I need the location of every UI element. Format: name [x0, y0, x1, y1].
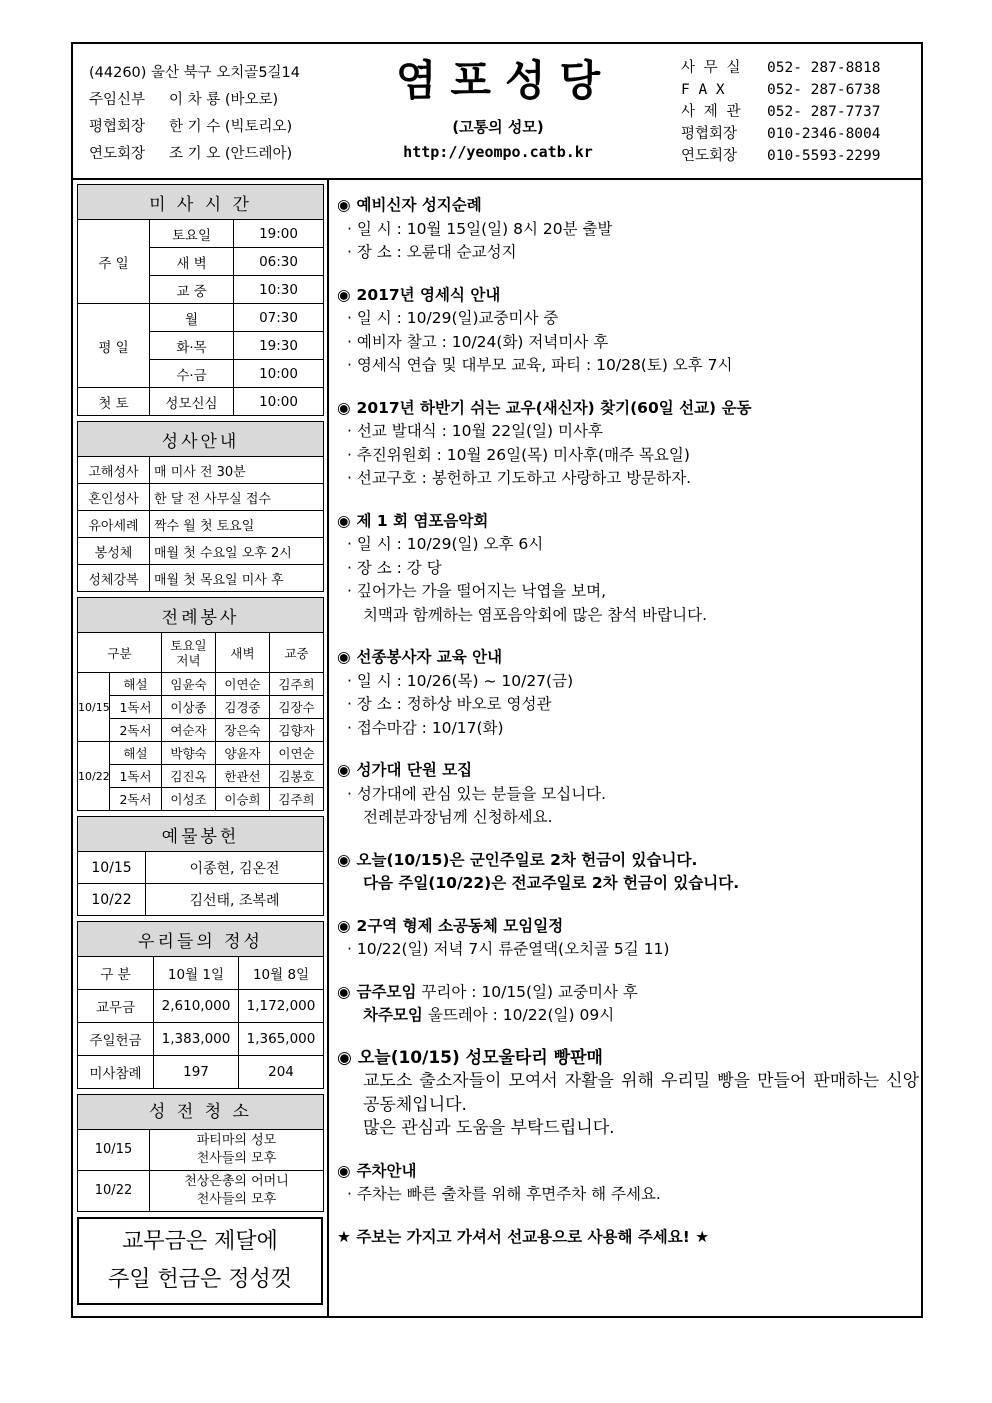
page-subtitle: (고통의 성모) [452, 118, 544, 136]
contact-row: 연도회장 010-5593-2299 [681, 148, 881, 164]
liturgy-service-table: 전례봉사 구분 토요일 저녁 새벽 교중 10/15 해설 임윤숙 이연순 김주희 1독서 이상종 김경중 김장수 2독서 여순자 장은숙 김향자 10/22 해설 박향숙 양윤자 이연순 1독서 김진옥 한관선 김봉호 2독서 이성조 이승희 김주희 [77, 597, 324, 811]
page-title: 염포성당 [395, 56, 615, 105]
bullet-icon: ◉ [337, 850, 351, 869]
contact-row: 평협회장 010-2346-8004 [681, 126, 881, 142]
bullet-icon: ◉ [337, 761, 351, 779]
bullet-icon: ◉ [337, 916, 351, 935]
contact-row: 사 제 관 052- 287-7737 [681, 104, 881, 120]
bullet-icon: ◉ [337, 982, 351, 1001]
bulletin-sheet [71, 42, 923, 1318]
donations-table: 우리들의 정성 구 분 10월 1일 10월 8일 교무금 2,610,000 1,172,000 주일헌금 1,383,000 1,365,000 미사참례 197 204 [77, 921, 324, 1089]
notice-meetings: ◉ 금주모임 꾸리아 : 10/15(일) 교중미사 후 차주모임 울뜨레아 : 10/22(일) 09시 [337, 982, 638, 1024]
info-row: 주임신부 이 차 룡 (바오로) [89, 92, 279, 108]
cleaning-title: 성 전 청 소 [78, 1095, 324, 1130]
offering-title: 예물봉헌 [78, 817, 324, 852]
bullet-icon: ◉ [337, 648, 351, 666]
notice-parking: ◉ 주차안내 · 주차는 빠른 출차를 위해 후면주차 해 주세요. [337, 1161, 661, 1203]
notice-community: ◉ 2구역 형제 소공동체 모임일정 · 10/22(일) 저녁 7시 류준열댁(오치골 5길 11) [337, 916, 670, 958]
notice-bread-sale: ◉ 오늘(10/15) 성모울타리 빵판매 교도소 출소자들이 모여서 자활을 위해 우리밀 빵을 만들어 판매하는 신앙 공동체입니다. 많은 관심과 도움을 부탁드립니다. [337, 1047, 919, 1138]
contacts [681, 57, 881, 167]
notice-choir: ◉ 성가대 단원 모집 · 성가대에 관심 있는 분들을 모십니다. 전례분과장님께 신청하세요. [337, 761, 607, 826]
bullet-icon: ◉ [337, 285, 351, 304]
notice-second-collection: ◉ 오늘(10/15)은 군인주일로 2차 헌금이 있습니다. 다음 주일(10/22)은 전교주일로 2차 헌금이 있습니다. [337, 850, 740, 892]
address: (44260) 울산 북구 오치골5길14 [89, 65, 300, 81]
contact-row: F A X 052- 287-6738 [681, 82, 881, 98]
header [73, 44, 921, 180]
notice-pilgrimage: ◉ 예비신자 성지순례 · 일 시 : 10월 15일(일) 8시 20분 출발 · 장 소 : 오륜대 순교성지 [337, 196, 613, 261]
liturgy-service-title: 전례봉사 [78, 598, 324, 633]
bullet-icon: ◉ [337, 511, 351, 530]
slogan-box: 교무금은 제달에 주일 헌금은 정성껏 [77, 1217, 323, 1305]
bullet-icon: ◉ [337, 1047, 352, 1068]
bullet-icon: ◉ [337, 1161, 351, 1180]
sacraments-title: 성사안내 [78, 422, 324, 457]
sidebar [77, 184, 323, 1305]
header-title-block [373, 50, 623, 161]
footer-note: ★ 주보는 가지고 가셔서 선교용으로 사용해 주세요! ★ [337, 1227, 710, 1246]
notice-education: ◉ 선종봉사자 교육 안내 · 일 시 : 10/26(목) ~ 10/27(금) · 장 소 : 정하상 바오로 영성관 · 접수마감 : 10/17(화) [337, 648, 574, 737]
mass-times-table: 미 사 시 간 주 일 토요일 19:00 새 벽 06:30 교 중 10:30 평 일 월 07:30 화·목 19:30 수·금 10:00 첫 토 성모신심 10:00 [77, 184, 324, 416]
notice-concert: ◉ 제 1 회 염포음악회 · 일 시 : 10/29(일) 오후 6시 · 장 소 : 강 당 · 깊어가는 가을 떨어지는 낙엽을 보며, 치맥과 함께하는 염포음악회에 많은 참석 바랍니다. [337, 511, 707, 624]
column-divider [327, 178, 329, 1318]
info-row: 연도회장 조 기 오 (안드레아) [89, 146, 293, 162]
notice-baptism: ◉ 2017년 영세식 안내 · 일 시 : 10/29(일)교중미사 중 · 예비자 찰고 : 10/24(화) 저녁미사 후 · 영세식 연습 및 대부모 교육, 파티 : 10/28(토) 오후 7시 [337, 285, 733, 374]
cleaning-table: 성 전 청 소 10/15 파티마의 성모 천사들의 모후 10/22 천상은총의 어머니 천사들의 모후 [77, 1094, 324, 1212]
offering-table: 예물봉헌 10/15 이종현, 김온전 10/22 김선태, 조복례 [77, 816, 324, 916]
header-info [89, 60, 300, 168]
bullet-icon: ◉ [337, 398, 351, 417]
notice-mission: ◉ 2017년 하반기 쉬는 교우(새신자) 찾기(60일 선교) 운동 · 선교 발대식 : 10월 22일(일) 미사후 · 추진위원회 : 10월 26일(목) 미사후(매주 목요일) · 선교구호 : 봉헌하고 기도하고 사랑하고 방문하자. [337, 398, 752, 487]
bullet-icon: ◉ [337, 196, 351, 214]
sacraments-table: 성사안내 고해성사 매 미사 전 30분 혼인성사 한 달 전 사무실 접수 유아세례 짝수 월 첫 토요일 봉성체 매월 첫 수요일 오후 2시 성체강복 매월 첫 목요일 미사 후 [77, 421, 324, 592]
donations-title: 우리들의 정성 [78, 922, 324, 957]
mass-times-title: 미 사 시 간 [78, 185, 324, 220]
contact-row: 사 무 실 052- 287-8818 [681, 60, 881, 76]
notices [337, 194, 919, 1249]
info-row: 평협회장 한 기 수 (빅토리오) [89, 119, 293, 135]
website-link[interactable]: http://yeompo.catb.kr [403, 143, 593, 161]
